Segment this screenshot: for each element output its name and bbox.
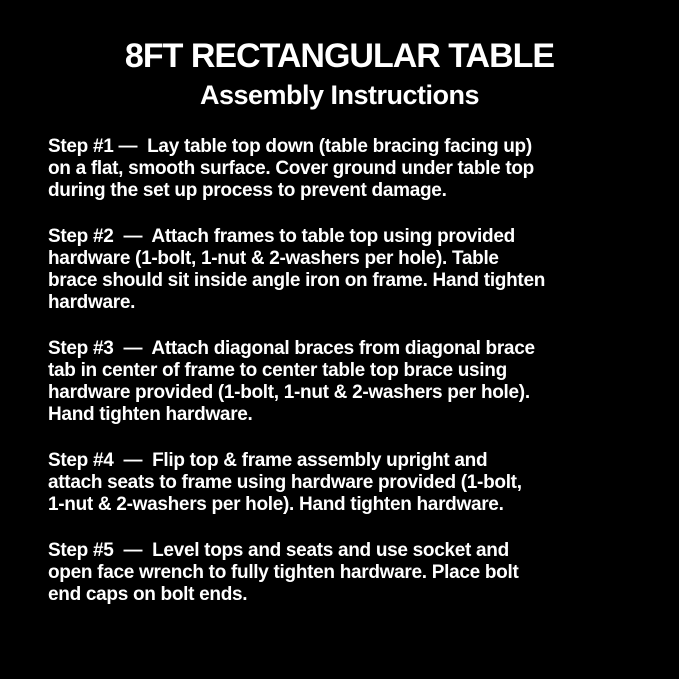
- step-line: tab in center of frame to center table top brace using: [48, 360, 507, 381]
- step-paragraph-2: [48, 226, 635, 314]
- step-line: attach seats to frame using hardware provided (1-bolt,: [48, 472, 522, 493]
- step-line: Step #4 — Flip top & frame assembly upright and: [48, 450, 488, 471]
- step-line: Step #5 — Level tops and seats and use socket and: [48, 540, 509, 561]
- step-line: brace should sit inside angle iron on frame. Hand tighten: [48, 270, 546, 291]
- page-subtitle: Assembly Instructions: [199, 80, 480, 110]
- step-line: during the set up process to prevent damage.: [48, 180, 447, 201]
- step-line: Step #2 — Attach frames to table top using provided: [48, 226, 515, 247]
- step-paragraph-1: [48, 136, 635, 202]
- step-line: on a flat, smooth surface. Cover ground under table top: [48, 158, 534, 179]
- page-title: 8FT RECTANGULAR TABLE: [124, 37, 555, 75]
- poster-header: [44, 36, 635, 110]
- step-line: hardware provided (1-bolt, 1-nut & 2-washers per hole).: [48, 382, 530, 403]
- step-line: open face wrench to fully tighten hardware. Place bolt: [48, 562, 519, 583]
- step-line: Hand tighten hardware.: [48, 404, 253, 425]
- step-paragraph-5: [48, 540, 635, 606]
- step-line: end caps on bolt ends.: [48, 584, 248, 605]
- step-paragraph-3: [48, 338, 635, 426]
- step-line: hardware.: [48, 292, 136, 313]
- steps-list: [48, 136, 635, 606]
- step-line: hardware (1-bolt, 1-nut & 2-washers per hole). Table: [48, 248, 499, 269]
- step-line: Step #3 — Attach diagonal braces from diagonal brace: [48, 338, 535, 359]
- step-line: Step #1 — Lay table top down (table bracing facing up): [48, 136, 532, 157]
- step-paragraph-4: [48, 450, 635, 516]
- step-line: 1-nut & 2-washers per hole). Hand tighten hardware.: [48, 494, 504, 515]
